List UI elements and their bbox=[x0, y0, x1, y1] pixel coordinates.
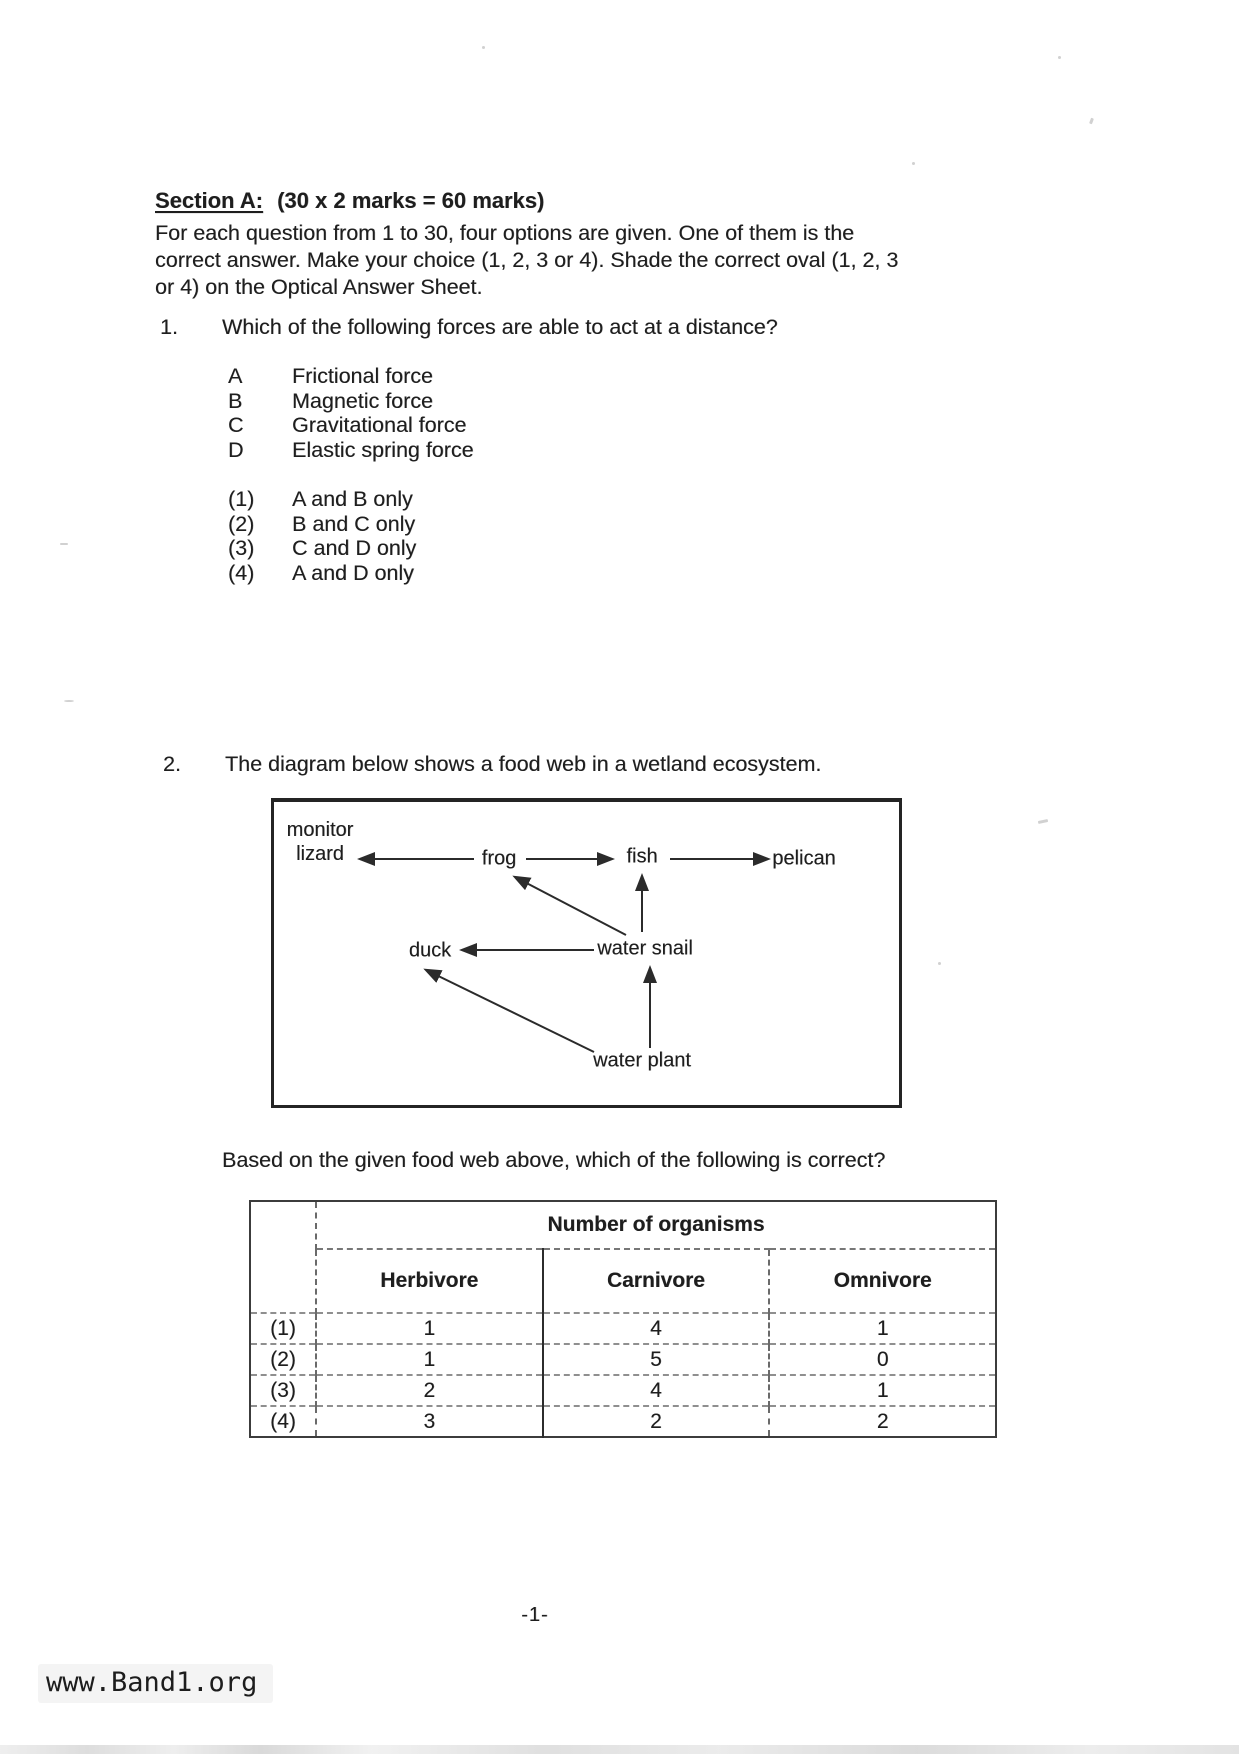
table-row bbox=[250, 1344, 996, 1375]
question-1-number: 1. bbox=[160, 315, 178, 339]
section-marks: (30 x 2 marks = 60 marks) bbox=[277, 188, 545, 213]
option-text: Gravitational force bbox=[292, 413, 467, 437]
option-text: Magnetic force bbox=[292, 388, 434, 413]
table-row bbox=[250, 1313, 996, 1344]
table-merged-header-row bbox=[250, 1201, 996, 1249]
cell-omnivore: 1 bbox=[769, 1313, 996, 1344]
choice-row bbox=[228, 561, 416, 586]
cell-omnivore: 1 bbox=[769, 1375, 996, 1406]
scan-artifact-band bbox=[0, 1745, 1239, 1754]
option-row bbox=[228, 364, 474, 389]
section-title: Section A: bbox=[155, 188, 263, 213]
answer-options-table bbox=[249, 1200, 997, 1438]
cell-carnivore: 4 bbox=[543, 1375, 770, 1406]
option-text: Elastic spring force bbox=[292, 437, 474, 462]
choice-label: (2) bbox=[228, 511, 255, 536]
node-water-plant: water plant bbox=[593, 1049, 691, 1072]
scan-speck bbox=[482, 46, 485, 49]
watermark-url: www.Band1.org bbox=[38, 1664, 273, 1703]
node-fish: fish bbox=[626, 845, 658, 868]
node-frog: frog bbox=[481, 847, 517, 870]
option-label: B bbox=[228, 388, 243, 413]
option-label: A bbox=[228, 364, 243, 388]
cell-carnivore: 2 bbox=[543, 1406, 770, 1437]
node-duck: duck bbox=[408, 939, 452, 962]
row-label: (1) bbox=[250, 1313, 316, 1344]
option-label: C bbox=[228, 413, 244, 437]
arrow-water-plant-to-duck bbox=[426, 970, 594, 1052]
cell-omnivore: 0 bbox=[769, 1344, 996, 1375]
scan-speck bbox=[912, 162, 915, 165]
table-column-header-row bbox=[250, 1249, 996, 1313]
section-header bbox=[155, 188, 544, 214]
section-instructions bbox=[155, 220, 898, 301]
question-2-number: 2. bbox=[163, 752, 181, 776]
option-row bbox=[228, 438, 474, 463]
choice-row bbox=[228, 512, 416, 537]
scan-speck bbox=[938, 962, 941, 965]
cell-carnivore: 5 bbox=[543, 1344, 770, 1375]
question-2-followup-text: Based on the given food web above, which of the following is correct? bbox=[222, 1148, 886, 1172]
cell-herbivore: 1 bbox=[316, 1313, 543, 1344]
scan-speck bbox=[1058, 56, 1061, 59]
scan-speck bbox=[64, 700, 74, 702]
row-label: (3) bbox=[250, 1375, 316, 1406]
question-1-text: Which of the following forces are able to act at a distance? bbox=[222, 315, 778, 339]
table-merged-header: Number of organisms bbox=[316, 1201, 996, 1249]
cell-omnivore: 2 bbox=[769, 1406, 996, 1437]
question-1-answer-choices bbox=[228, 487, 416, 585]
instruction-line: For each question from 1 to 30, four options are given. One of them is the bbox=[155, 221, 855, 245]
scan-speck bbox=[60, 543, 68, 545]
question-2-text: The diagram below shows a food web in a wetland ecosystem. bbox=[225, 752, 822, 776]
option-text: Frictional force bbox=[292, 364, 433, 388]
cell-herbivore: 3 bbox=[316, 1406, 543, 1437]
option-row bbox=[228, 389, 474, 414]
choice-row bbox=[228, 487, 416, 512]
instruction-line: or 4) on the Optical Answer Sheet. bbox=[155, 275, 483, 299]
cell-carnivore: 4 bbox=[543, 1313, 770, 1344]
node-monitor-lizard: monitor lizard bbox=[286, 819, 354, 865]
food-web-diagram bbox=[271, 798, 902, 1108]
page-number: -1- bbox=[521, 1604, 549, 1626]
option-label: D bbox=[228, 437, 244, 462]
instruction-line: correct answer. Make your choice (1, 2, 3 or 4). Shade the correct oval (1, 2, 3 bbox=[155, 248, 899, 272]
choice-text: A and B only bbox=[292, 487, 413, 511]
choice-text: B and C only bbox=[292, 511, 416, 536]
column-header-omnivore: Omnivore bbox=[769, 1249, 996, 1313]
choice-text: C and D only bbox=[292, 536, 417, 560]
choice-label: (4) bbox=[228, 560, 255, 585]
cell-herbivore: 2 bbox=[316, 1375, 543, 1406]
row-label: (2) bbox=[250, 1344, 316, 1375]
column-header-carnivore: Carnivore bbox=[543, 1249, 770, 1313]
question-1-options bbox=[228, 364, 474, 462]
table-row bbox=[250, 1406, 996, 1437]
cell-herbivore: 1 bbox=[316, 1344, 543, 1375]
node-water-snail: water snail bbox=[597, 937, 693, 960]
arrow-water-snail-to-frog bbox=[515, 877, 626, 935]
table-corner-cell bbox=[250, 1201, 316, 1313]
choice-label: (3) bbox=[228, 536, 255, 560]
option-row bbox=[228, 413, 474, 438]
row-label: (4) bbox=[250, 1406, 316, 1437]
choice-label: (1) bbox=[228, 487, 255, 511]
scan-speck bbox=[1089, 118, 1094, 125]
node-pelican: pelican bbox=[772, 847, 836, 870]
scan-speck bbox=[1038, 819, 1048, 824]
choice-text: A and D only bbox=[292, 560, 414, 585]
choice-row bbox=[228, 536, 416, 561]
column-header-herbivore: Herbivore bbox=[316, 1249, 543, 1313]
table-row bbox=[250, 1375, 996, 1406]
